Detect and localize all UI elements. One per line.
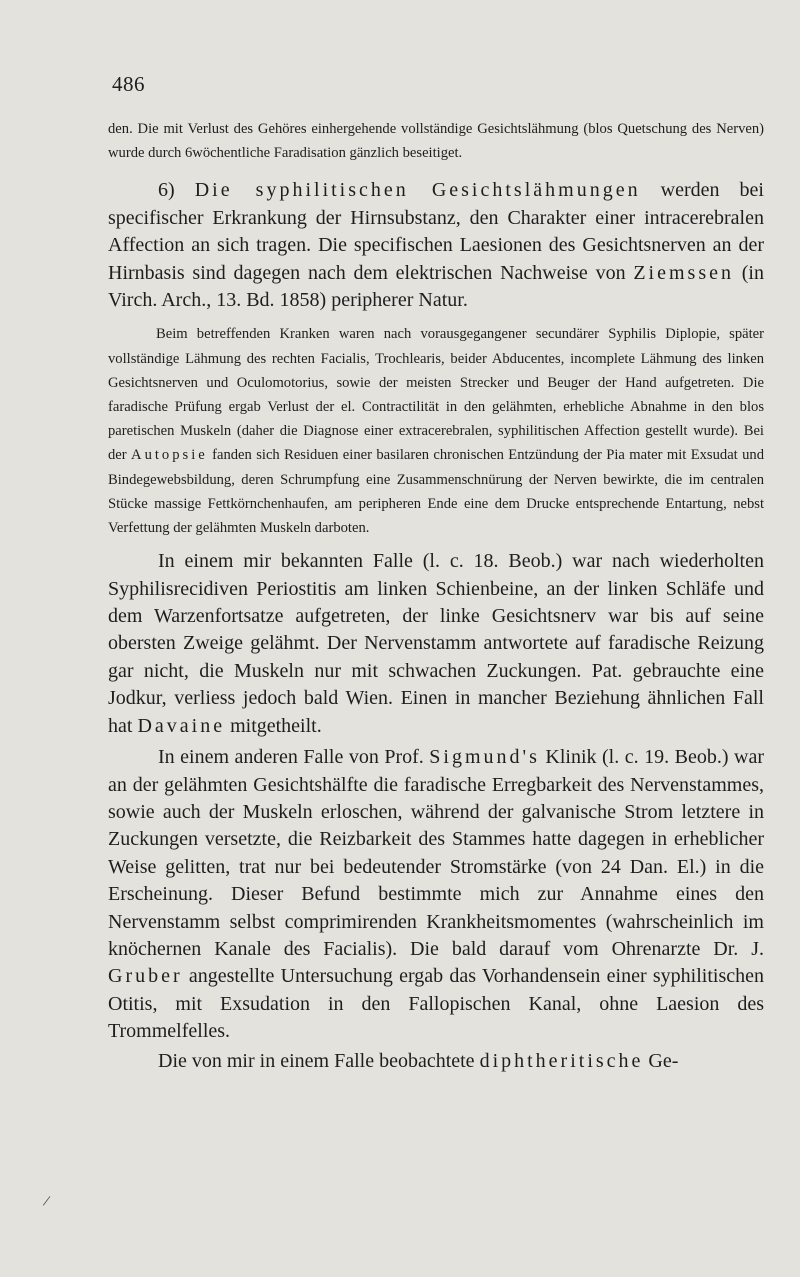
section-title: Die syphilitischen Gesichtslähmungen bbox=[194, 179, 641, 202]
page-number: 486 bbox=[112, 72, 145, 96]
paragraph-text: In einem anderen Falle von Prof. bbox=[158, 746, 430, 769]
paragraph-text: werden bei specifischer Erkrankung der Hirnsubstanz, den Charakter einer intracerebralen Affection an sich tragen. Die specifischen Laesionen des Gesichtsnerven an der Hirnbasis sind dagegen nach dem elektrischen Nachweise von bbox=[108, 179, 764, 284]
paragraph-other-case bbox=[108, 744, 764, 1045]
emphasis-term: diphtheritische bbox=[479, 1049, 644, 1072]
paragraph-diphtheritic bbox=[108, 1048, 764, 1075]
author-name: Gruber bbox=[108, 965, 183, 988]
paragraph-case-report bbox=[108, 322, 764, 540]
section-number: 6) bbox=[158, 179, 195, 202]
paragraph-continuation bbox=[108, 117, 764, 165]
paragraph-text: (in Virch. Arch., 13. Bd. 1858) peripherer Natur. bbox=[108, 261, 764, 312]
paragraph-text: Die von mir in einem Falle beobachtete bbox=[158, 1049, 480, 1072]
paragraph-syphilitic-paralysis bbox=[108, 177, 764, 314]
paragraph-text: den. Die mit Verlust des Gehöres einhergehende vollständige Gesichtslähmung (blos Quetschung des Nerven) wurde durch 6wöchentliche Faradisation gänzlich beseitiget. bbox=[108, 121, 764, 162]
paragraph-known-case bbox=[108, 548, 764, 740]
stray-mark: / bbox=[41, 1192, 52, 1211]
paragraph-text: mitgetheilt. bbox=[225, 714, 322, 737]
paragraph-text: Klinik (l. c. 19. Beob.) war an der gelähmten Gesichtshälfte die faradische Erregbarkeit des Nervenstammes, sowie auch der Muskeln erloschen, während der galvanische Strom letztere in Zuckungen versetzte, die Reizbarkeit des Stammes hatte dagegen in erheblicher Weise gelitten, trat nur bei bedeutender Stromstärke (von 24 Dan. El.) in die Erscheinung. Dieser Befund bestimmte mich zur Annahme eines den Nervenstamm selbst comprimirenden Krankheitsmomentes (wahrscheinlich im knöchernen Kanale des Facialis). Die bald darauf vom Ohrenarzte Dr. J. bbox=[108, 746, 764, 960]
paragraph-text: angestellte Untersuchung ergab das Vorhandensein einer syphilitischen Otitis, mit Exsudation in den Fallopischen Kanal, ohne Laesion des Trommelfelles. bbox=[108, 965, 764, 1043]
paragraph-text: In einem mir bekannten Falle (l. c. 18. Beob.) war nach wiederholten Syphilisrecidiven Periostitis am linken Schienbeine, an der linken Schläfe und dem Warzenfortsatze aufgetreten, der linke Gesichtsnerv war bis auf seine obersten Zweige gelähmt. Der Nervenstamm antwortete auf faradische Reizung gar nicht, die Muskeln nur mit schwachen Zuckungen. Pat. gebrauchte eine Jodkur, verliess jedoch bald Wien. Einen in mancher Beziehung ähnlichen Fall hat bbox=[108, 550, 764, 737]
author-name: Sigmund's bbox=[429, 746, 540, 769]
paragraph-text: Ge- bbox=[643, 1049, 679, 1072]
author-name: Davaine bbox=[137, 714, 226, 737]
author-name: Ziemssen bbox=[633, 261, 734, 284]
paragraph-text: Beim betreffenden Kranken waren nach vorausgegangener secundärer Syphilis Diplopie, später vollständige Lähmung des rechten Facialis, Trochlearis, beider Abducentes, incomplete Lähmung des linken Gesichtsnerven und Oculomotorius, sowie der meisten Strecker und Beuger der Hand aufgetreten. Die faradische Prüfung ergab Verlust der el. Contractilität in den gelähmten, erhebliche Abnahme in den blos paretischen Muskeln (daher die Diagnose einer extracerebralen, syphilitischen Affection gestellt wurde). Bei der bbox=[108, 326, 764, 464]
paragraph-text: fanden sich Residuen einer basilaren chronischen Entzündung der Pia mater mit Exsudat und Bindegewebsbildung, deren Schrumpfung eine Zusammenschnürung der Nerven bewirkte, die im centralen Stücke massige Fettkörnchenhaufen, am peripheren Ende eine dem Drucke entsprechende Entartung, nebst Verfettung der gelähmten Muskeln darboten. bbox=[108, 447, 764, 537]
emphasis-term: Autopsie bbox=[131, 447, 208, 464]
